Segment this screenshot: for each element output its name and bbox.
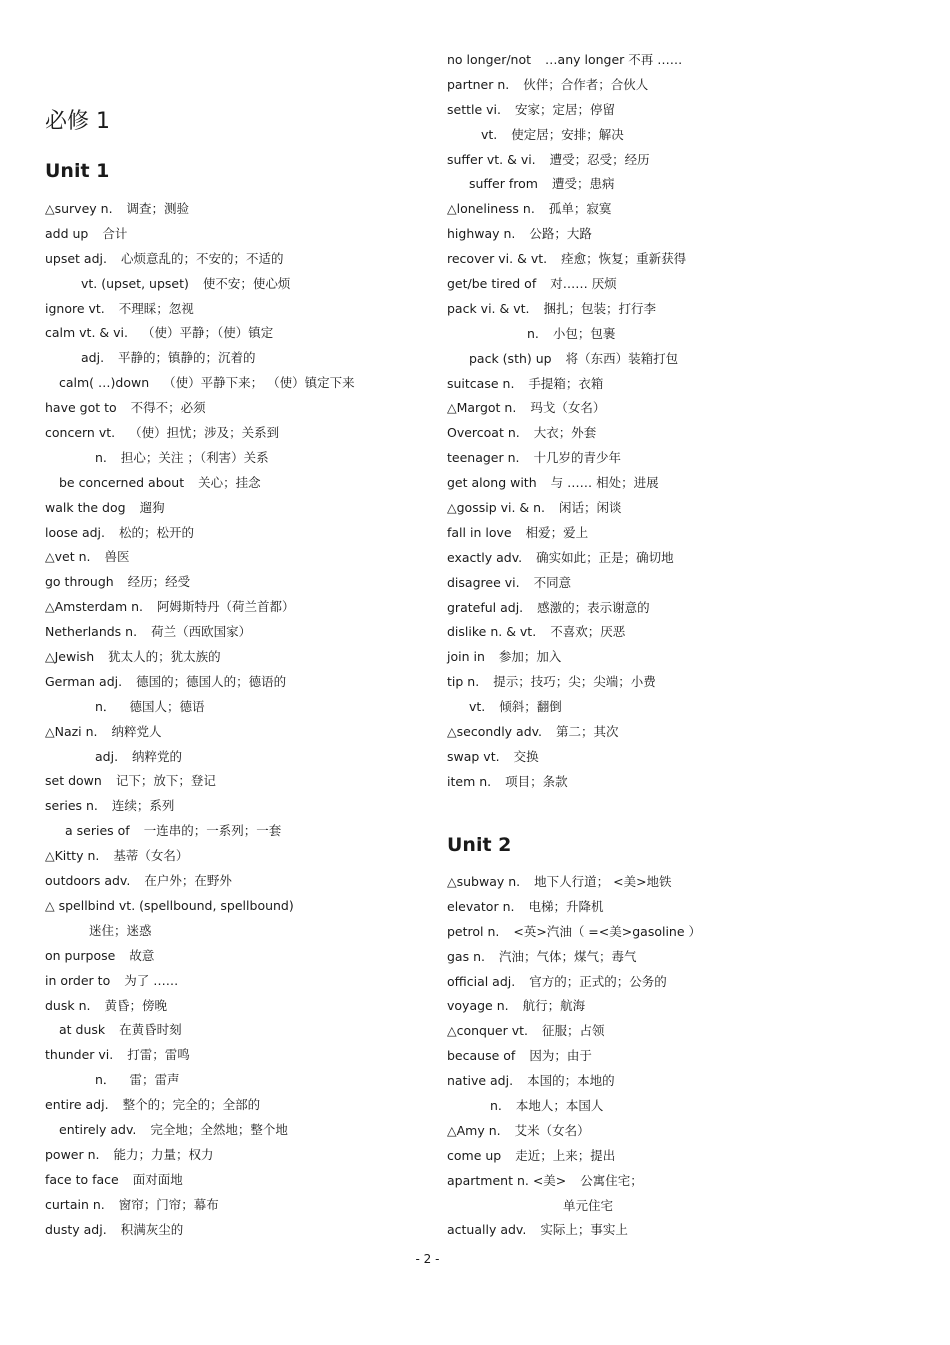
vocab-word: △gossip vi. & n. — [447, 500, 546, 516]
vocab-entry — [447, 446, 686, 471]
vocab-definition: 窗帘；门帘；幕布 — [118, 1196, 219, 1212]
vocab-entry — [447, 1169, 701, 1194]
vocab-word: teenager n. — [447, 450, 520, 466]
vocab-definition: 玛戈（女名） — [530, 400, 606, 416]
vocab-entry — [45, 346, 355, 371]
vocab-word: △vet n. — [45, 549, 91, 565]
vocab-definition: 雷；雷声 — [129, 1072, 180, 1088]
vocab-entry — [447, 620, 686, 645]
vocab-entry — [45, 1193, 355, 1218]
vocab-definition: 德国的；德国人的；德语的 — [136, 673, 287, 689]
vocab-definition: 兽医 — [104, 549, 130, 565]
vocab-entry — [447, 322, 686, 347]
vocab-definition: 故意 — [129, 947, 155, 963]
vocab-entry — [447, 123, 686, 148]
vocab-word: because of — [447, 1048, 516, 1064]
vocab-word: at dusk — [59, 1022, 106, 1038]
vocab-word: n. — [527, 325, 539, 341]
vocab-definition: 松的；松开的 — [119, 524, 195, 540]
vocab-definition: 阿姆斯特丹（荷兰首都） — [157, 599, 295, 615]
vocab-word: voyage n. — [447, 998, 509, 1014]
vocab-word: n． — [95, 1072, 116, 1088]
unit2-title: Unit 2 — [447, 834, 512, 856]
vocab-definition: 感激的；表示谢意的 — [537, 599, 650, 615]
vocab-entry — [45, 994, 355, 1019]
unit2-vocab-list — [447, 870, 701, 1243]
vocab-word: △Amy n. — [447, 1122, 501, 1138]
vocab-entry — [447, 1144, 701, 1169]
vocab-word: adj. — [81, 350, 105, 366]
vocab-word: in order to — [45, 972, 111, 988]
vocab-entry — [45, 272, 355, 297]
vocab-word: vt. — [469, 699, 486, 715]
vocab-word: upset adj. — [45, 250, 107, 266]
vocab-entry — [447, 197, 686, 222]
vocab-word: entirely adv. — [59, 1121, 137, 1137]
vocab-entry — [45, 421, 355, 446]
vocab-entry — [45, 545, 355, 570]
vocab-word: on purpose — [45, 947, 116, 963]
vocab-definition: 不喜欢；厌恶 — [550, 624, 626, 640]
vocab-word: n. — [490, 1098, 502, 1114]
vocab-word: △Kitty n. — [45, 848, 100, 864]
vocab-word: walk the dog — [45, 499, 126, 515]
vocab-definition: 安家；定居；停留 — [515, 101, 616, 117]
vocab-entry — [447, 695, 686, 720]
vocab-word: have got to — [45, 400, 117, 416]
vocab-word: calm( …)down — [59, 375, 150, 391]
vocab-definition: 基蒂（女名） — [113, 848, 189, 864]
vocab-definition: 荷兰（西欧国家） — [151, 624, 252, 640]
vocab-word: tip n. — [447, 674, 480, 690]
vocab-entry — [447, 471, 686, 496]
vocab-definition: 单元住宅 — [563, 1197, 614, 1213]
vocab-definition: 小包；包裹 — [552, 325, 616, 341]
vocab-definition: 第二；其次 — [556, 724, 619, 740]
vocab-word: native adj. — [447, 1073, 514, 1089]
vocab-word: elevator n. — [447, 898, 515, 914]
vocab-word: item n. — [447, 773, 492, 789]
vocab-definition: 整个的；完全的；全部的 — [122, 1097, 261, 1113]
vocab-entry — [45, 247, 355, 272]
vocab-entry — [45, 919, 355, 944]
vocab-word: pack vi. & vt. — [447, 300, 530, 316]
vocab-word: outdoors adv. — [45, 873, 131, 889]
vocab-entry — [45, 720, 355, 745]
vocab-definition: 对…… 厌烦 — [550, 276, 617, 292]
vocab-definition: 孤单；寂寞 — [548, 201, 612, 217]
vocab-entry — [45, 794, 355, 819]
vocab-entry — [447, 222, 686, 247]
vocab-definition: 记下；放下；登记 — [115, 773, 216, 789]
vocab-word: △ spellbind vt. (spellbound, spellbound) — [45, 897, 294, 913]
vocab-word: dislike n. & vt. — [447, 624, 537, 640]
vocab-entry — [45, 222, 355, 247]
vocab-entry — [45, 371, 355, 396]
vocab-definition: 交换 — [513, 748, 539, 764]
vocab-definition: 航行；航海 — [522, 998, 586, 1014]
vocab-word: calm vt. & vi. — [45, 325, 128, 341]
vocab-word: go through — [45, 574, 114, 590]
vocab-entry — [447, 98, 686, 123]
vocab-word: △conquer vt. — [447, 1023, 528, 1039]
vocab-word: German adj. — [45, 673, 123, 689]
vocab-definition: 遭受；忍受；经历 — [549, 151, 650, 167]
vocab-definition: 能力；力量；权力 — [113, 1146, 214, 1162]
vocab-definition: 经历；经受 — [127, 574, 191, 590]
vocab-definition: 使不安；使心烦 — [202, 275, 291, 291]
vocab-entry — [447, 347, 686, 372]
vocab-entry — [45, 595, 355, 620]
vocab-word: △survey n. — [45, 201, 113, 216]
vocab-entry — [45, 1043, 355, 1068]
vocab-entry — [45, 297, 355, 322]
vocab-word: swap vt. — [447, 748, 500, 764]
vocab-definition: （使）担忧；涉及；关系到 — [129, 425, 280, 441]
vocab-entry — [447, 1218, 701, 1243]
vocab-word: petrol n. — [447, 923, 500, 939]
vocab-definition: 项目；条款 — [505, 773, 568, 789]
vocab-word: dusk n. — [45, 997, 91, 1013]
vocab-word: join in — [447, 649, 485, 665]
vocab-word: n． — [95, 698, 116, 714]
vocab-word: fall in love — [447, 524, 512, 540]
vocab-entry — [447, 970, 701, 995]
vocab-entry — [45, 894, 355, 919]
vocab-definition: 因为；由于 — [529, 1048, 592, 1064]
vocab-word: disagree vi. — [447, 574, 520, 590]
vocab-definition: 提示；技巧；尖；尖端；小费 — [493, 674, 656, 690]
vocab-entry — [447, 1119, 701, 1144]
vocab-word: settle vi. — [447, 101, 501, 117]
vocab-entry — [45, 695, 355, 720]
vocab-entry — [45, 944, 355, 969]
vocab-definition: 闲话；闲谈 — [559, 500, 622, 516]
vocab-definition: 将（东西）装箱打包 — [565, 350, 679, 366]
vocab-entry — [45, 844, 355, 869]
vocab-entry — [447, 720, 686, 745]
vocab-word: power n. — [45, 1146, 100, 1162]
vocab-definition: 积满灰尘的 — [120, 1221, 184, 1237]
vocab-entry — [45, 570, 355, 595]
vocab-entry — [447, 48, 686, 73]
vocab-definition: 走近；上来；提出 — [515, 1147, 616, 1163]
vocab-entry — [447, 496, 686, 521]
vocab-definition: 公路；大路 — [529, 226, 592, 242]
vocab-word: n. — [95, 449, 107, 465]
vocab-definition: 汽油；气体；煤气；毒气 — [498, 948, 637, 964]
vocab-definition: 本地人；本国人 — [515, 1098, 604, 1114]
vocab-definition: 打雷；雷鸣 — [127, 1047, 190, 1063]
vocab-entry — [45, 396, 355, 421]
vocab-word: recover vi. & vt. — [447, 251, 548, 267]
vocab-definition: 犹太人的；犹太族的 — [108, 649, 221, 665]
vocab-entry — [447, 272, 686, 297]
vocab-entry — [45, 1218, 355, 1243]
vocab-entry — [45, 869, 355, 894]
vocab-definition: 痊愈；恢复；重新获得 — [561, 251, 687, 267]
vocab-entry — [45, 471, 355, 496]
vocab-entry — [447, 1069, 701, 1094]
vocab-word: loose adj. — [45, 524, 105, 540]
vocab-entry — [447, 670, 686, 695]
vocab-entry — [447, 521, 686, 546]
vocab-entry — [447, 945, 701, 970]
vocab-definition: 捆扎；包装；打行李 — [543, 300, 657, 316]
unit1-vocab-list — [45, 197, 355, 1242]
vocab-entry — [45, 645, 355, 670]
vocab-definition: 艾米（女名） — [514, 1122, 590, 1138]
vocab-word: suffer vt. & vi. — [447, 151, 536, 167]
vocab-definition: 在户外；在野外 — [144, 873, 232, 889]
vocab-definition: 大衣；外套 — [533, 425, 597, 441]
vocab-entry — [447, 920, 701, 945]
vocab-word: Netherlands n. — [45, 624, 138, 640]
vocab-definition: 心烦意乱的；不安的；不适的 — [120, 250, 284, 266]
vocab-definition: …any longer 不再 …… — [545, 52, 683, 67]
vocab-entry — [45, 620, 355, 645]
vocab-word: apartment n. <美> — [447, 1172, 567, 1188]
vocab-entry — [447, 421, 686, 446]
vocab-word: no longer/not — [447, 52, 532, 67]
vocab-entry — [45, 496, 355, 521]
vocab-word: a series of — [65, 823, 130, 839]
vocab-definition: 纳粹党的 — [132, 748, 183, 764]
vocab-word: vt. (upset, upset) — [81, 275, 189, 291]
vocab-entry — [447, 1194, 701, 1219]
vocab-definition: 连续；系列 — [111, 798, 175, 814]
vocab-entry — [447, 1019, 701, 1044]
unit1-title: Unit 1 — [45, 160, 110, 182]
vocab-word: ignore vt. — [45, 300, 105, 316]
vocab-entry — [447, 546, 686, 571]
vocab-entry — [45, 321, 355, 346]
vocab-entry — [45, 1093, 355, 1118]
vocab-entry — [447, 770, 686, 795]
vocab-word: grateful adj. — [447, 599, 524, 615]
vocab-word: vt. — [481, 126, 498, 142]
vocab-entry — [447, 870, 701, 895]
vocab-definition: 不得不；必须 — [130, 400, 206, 416]
vocab-definition: 不理睬；忽视 — [118, 300, 194, 316]
vocab-entry — [447, 994, 701, 1019]
vocab-word: concern vt. — [45, 425, 116, 441]
vocab-entry — [447, 372, 686, 397]
vocab-definition: 实际上；事实上 — [540, 1222, 628, 1238]
vocab-entry — [447, 645, 686, 670]
vocab-entry — [45, 1068, 355, 1093]
vocab-entry — [447, 396, 686, 421]
vocab-definition: 官方的；正式的；公务的 — [529, 973, 667, 989]
vocab-definition: 迷住；迷惑 — [89, 922, 152, 938]
vocab-word: highway n. — [447, 226, 516, 242]
vocab-definition: 伙伴；合作者；合伙人 — [523, 76, 649, 92]
vocab-word: official adj. — [447, 973, 516, 989]
vocab-word: pack (sth) up — [469, 350, 552, 366]
vocab-definition: 担心；关注 ；（利害）关系 — [120, 449, 269, 465]
vocab-entry — [447, 571, 686, 596]
vocab-word: entire adj. — [45, 1097, 109, 1113]
vocab-definition: 为了 …… — [124, 972, 179, 988]
vocab-definition: 征服；占领 — [542, 1023, 605, 1039]
vocab-definition: 平静的；镇静的；沉着的 — [118, 350, 256, 366]
vocab-definition: 相爱；爱上 — [525, 524, 589, 540]
vocab-definition: 调查；测验 — [126, 201, 190, 216]
vocab-definition: 不同意 — [533, 574, 572, 590]
vocab-word: △Nazi n. — [45, 723, 98, 739]
vocab-word: come up — [447, 1147, 502, 1163]
vocab-entry — [447, 596, 686, 621]
vocab-word: be concerned about — [59, 474, 185, 490]
vocab-definition: 公寓住宅； — [580, 1172, 643, 1188]
vocab-definition: 确实如此；正是；确切地 — [536, 549, 674, 565]
vocab-entry — [447, 73, 686, 98]
vocab-word: series n. — [45, 798, 98, 814]
vocab-definition: 遛狗 — [139, 499, 165, 515]
vocab-entry — [45, 1168, 355, 1193]
vocab-definition: 合计 — [102, 225, 128, 241]
vocab-word: face to face — [45, 1171, 119, 1187]
vocab-word: actually adv. — [447, 1222, 527, 1238]
vocab-entry — [447, 297, 686, 322]
vocab-entry — [447, 172, 686, 197]
vocab-word: Overcoat n. — [447, 425, 520, 441]
vocab-entry — [45, 769, 355, 794]
vocab-definition: 关心；挂念 — [198, 474, 261, 490]
vocab-word: △Amsterdam n. — [45, 599, 144, 615]
book-title: 必修 1 — [45, 109, 110, 134]
vocab-definition: 一连串的；一系列；一套 — [143, 823, 282, 839]
vocab-word: get/be tired of — [447, 276, 537, 292]
vocab-definition: 在黄昏时刻 — [119, 1022, 182, 1038]
vocab-definition: 纳粹党人 — [111, 723, 162, 739]
vocab-word: △Margot n. — [447, 400, 517, 416]
vocab-word: add up — [45, 225, 89, 241]
vocab-entry — [45, 670, 355, 695]
vocab-entry — [45, 1018, 355, 1043]
vocab-entry — [45, 446, 355, 471]
vocab-definition: （使）平静；（使）镇定 — [141, 325, 274, 341]
vocab-word: △loneliness n. — [447, 201, 535, 217]
vocab-entry — [45, 745, 355, 770]
vocab-entry — [45, 969, 355, 994]
vocab-word: exactly adv. — [447, 549, 523, 565]
vocab-word: △secondly adv. — [447, 724, 543, 740]
vocab-word: dusty adj. — [45, 1221, 107, 1237]
vocab-word: get along with — [447, 475, 537, 491]
vocab-entry — [45, 197, 355, 222]
vocab-definition: 本国的；本地的 — [527, 1073, 615, 1089]
vocab-definition: 德国人；德语 — [129, 698, 205, 714]
vocab-word: set down — [45, 773, 102, 789]
vocab-definition: 黄昏；傍晚 — [104, 997, 167, 1013]
vocab-entry — [447, 247, 686, 272]
page-number: - 2 - — [415, 1252, 440, 1266]
vocab-definition: （使）平静下来； （使）镇定下来 — [163, 375, 355, 391]
vocab-word: suffer from — [469, 176, 538, 192]
vocab-word: curtain n. — [45, 1196, 105, 1212]
vocab-word: thunder vi. — [45, 1047, 114, 1063]
vocab-definition: <英>汽油（ =<美>gasoline ） — [513, 923, 702, 939]
vocab-entry — [45, 1118, 355, 1143]
vocab-entry — [45, 521, 355, 546]
vocab-definition: 手提箱；衣箱 — [528, 375, 604, 391]
vocab-word: partner n. — [447, 76, 510, 92]
vocab-entry — [45, 1143, 355, 1168]
vocab-definition: 完全地；全然地；整个地 — [150, 1121, 288, 1137]
vocab-word: adj. — [95, 748, 119, 764]
vocab-entry — [447, 745, 686, 770]
vocab-definition: 面对面地 — [132, 1171, 183, 1187]
vocab-definition: 电梯；升降机 — [528, 898, 604, 914]
vocab-definition: 参加；加入 — [498, 649, 562, 665]
vocab-definition: 地下人行道； <美>地铁 — [534, 874, 672, 889]
vocab-entry — [45, 819, 355, 844]
vocab-entry — [447, 1044, 701, 1069]
vocab-word: gas n. — [447, 948, 485, 964]
vocab-entry — [447, 1094, 701, 1119]
unit1-vocab-list-continued — [447, 48, 686, 795]
vocab-word: △subway n. — [447, 874, 521, 889]
vocab-entry — [447, 895, 701, 920]
vocab-definition: 倾斜；翻倒 — [499, 699, 562, 715]
vocab-entry — [447, 148, 686, 173]
vocab-definition: 十几岁的青少年 — [533, 450, 622, 466]
vocab-word: △Jewish — [45, 649, 95, 665]
vocab-definition: 使定居；安排；解决 — [511, 126, 624, 142]
vocab-definition: 与 …… 相处；进展 — [550, 475, 659, 491]
vocab-definition: 遭受；患病 — [551, 176, 615, 192]
vocab-word: suitcase n. — [447, 375, 515, 391]
